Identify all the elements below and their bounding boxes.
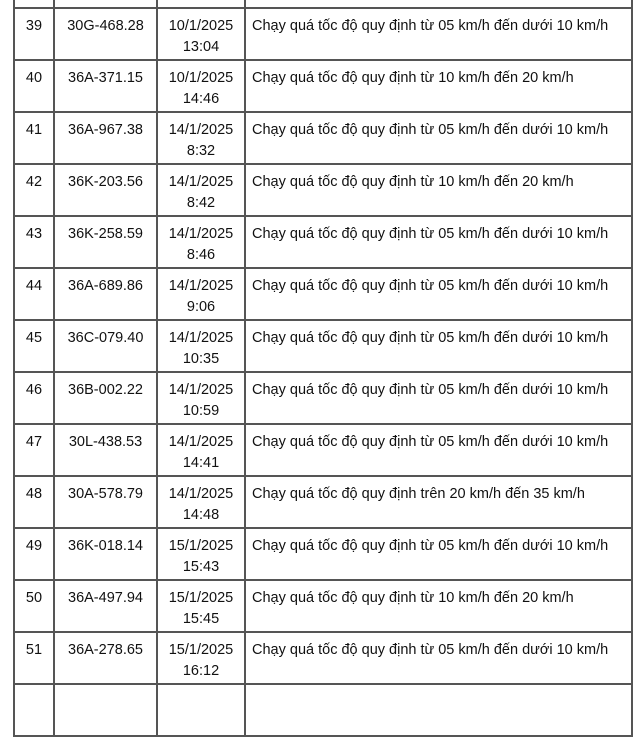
- date: 15/1/2025: [168, 642, 234, 658]
- license-plate: 36A-689.86: [54, 268, 157, 320]
- violation: Chạy quá tốc độ quy định từ 05 km/h đến dưới 10 km/h: [245, 632, 632, 684]
- date: 10/1/2025: [168, 70, 234, 86]
- violation: Chạy quá tốc độ quy định từ 10 km/h đến 20 km/h: [245, 60, 632, 112]
- violation: Chạy quá tốc độ quy định từ 10 km/h đến 20 km/h: [245, 164, 632, 216]
- time: 16:12: [182, 663, 220, 679]
- row-number: 49: [14, 528, 54, 580]
- time: 15:43: [182, 559, 220, 575]
- time: 13:04: [182, 39, 220, 55]
- time: 14:41: [182, 455, 220, 471]
- datetime: [157, 320, 245, 372]
- time: 8:46: [186, 247, 216, 263]
- violation: Chạy quá tốc độ quy định từ 05 km/h đến dưới 10 km/h: [245, 8, 632, 60]
- datetime: [157, 476, 245, 528]
- time: 14:46: [182, 91, 220, 107]
- table-row: [14, 320, 632, 372]
- date: 15/1/2025: [168, 538, 234, 554]
- datetime: [157, 372, 245, 424]
- datetime: [157, 112, 245, 164]
- time: 10:59: [182, 403, 220, 419]
- date: 14/1/2025: [168, 278, 234, 294]
- row-number: 50: [14, 580, 54, 632]
- violation: Chạy quá tốc độ quy định từ 05 km/h đến dưới 10 km/h: [245, 320, 632, 372]
- datetime: [157, 216, 245, 268]
- license-plate: 36A-278.65: [54, 632, 157, 684]
- row-number: 47: [14, 424, 54, 476]
- violation: Chạy quá tốc độ quy định trên 20 km/h đến 35 km/h: [245, 476, 632, 528]
- violations-table: [13, 0, 633, 737]
- date: 14/1/2025: [168, 434, 234, 450]
- violation: Chạy quá tốc độ quy định từ 05 km/h đến dưới 10 km/h: [245, 424, 632, 476]
- date: 14/1/2025: [168, 174, 234, 190]
- table-body: [14, 0, 632, 736]
- table-row: [14, 8, 632, 60]
- violation: Chạy quá tốc độ quy định từ 10 km/h đến 20 km/h: [245, 580, 632, 632]
- license-plate: 36A-371.15: [54, 60, 157, 112]
- table-row: [14, 632, 632, 684]
- license-plate: 36K-258.59: [54, 216, 157, 268]
- datetime: [157, 528, 245, 580]
- table-row: [14, 580, 632, 632]
- datetime: [157, 8, 245, 60]
- date: 15/1/2025: [168, 590, 234, 606]
- row-number: 40: [14, 60, 54, 112]
- violation: Chạy quá tốc độ quy định từ 05 km/h đến dưới 10 km/h: [245, 372, 632, 424]
- date: 10/1/2025: [168, 18, 234, 34]
- time: 10:35: [182, 351, 220, 367]
- license-plate: 30G-468.28: [54, 8, 157, 60]
- table-row: [14, 424, 632, 476]
- table-row: [14, 216, 632, 268]
- row-number: 51: [14, 632, 54, 684]
- license-plate: 36K-018.14: [54, 528, 157, 580]
- table-row: [14, 372, 632, 424]
- license-plate: 30A-578.79: [54, 476, 157, 528]
- datetime: [157, 632, 245, 684]
- table-row-partial-bottom: [14, 684, 632, 736]
- time: 15:45: [182, 611, 220, 627]
- license-plate: 30L-438.53: [54, 424, 157, 476]
- time: 9:06: [186, 299, 216, 315]
- row-number: 41: [14, 112, 54, 164]
- date: 14/1/2025: [168, 122, 234, 138]
- license-plate: 36K-203.56: [54, 164, 157, 216]
- row-number: 46: [14, 372, 54, 424]
- table-row-partial-top: [14, 0, 632, 8]
- time: 8:32: [186, 143, 216, 159]
- row-number: 45: [14, 320, 54, 372]
- row-number: 43: [14, 216, 54, 268]
- violation: Chạy quá tốc độ quy định từ 05 km/h đến dưới 10 km/h: [245, 528, 632, 580]
- datetime: [157, 164, 245, 216]
- table-row: [14, 476, 632, 528]
- datetime: [157, 60, 245, 112]
- table-row: [14, 112, 632, 164]
- row-number: 42: [14, 164, 54, 216]
- time: 14:48: [182, 507, 220, 523]
- table-row: [14, 60, 632, 112]
- row-number: 39: [14, 8, 54, 60]
- row-number: 48: [14, 476, 54, 528]
- violation: Chạy quá tốc độ quy định từ 05 km/h đến dưới 10 km/h: [245, 216, 632, 268]
- date: 14/1/2025: [168, 486, 234, 502]
- violation: Chạy quá tốc độ quy định từ 05 km/h đến dưới 10 km/h: [245, 268, 632, 320]
- datetime: [157, 424, 245, 476]
- table-row: [14, 528, 632, 580]
- time: 8:42: [186, 195, 216, 211]
- date: 14/1/2025: [168, 382, 234, 398]
- violation: Chạy quá tốc độ quy định từ 05 km/h đến dưới 10 km/h: [245, 112, 632, 164]
- date: 14/1/2025: [168, 226, 234, 242]
- table-row: [14, 164, 632, 216]
- date: 14/1/2025: [168, 330, 234, 346]
- license-plate: 36B-002.22: [54, 372, 157, 424]
- license-plate: 36A-967.38: [54, 112, 157, 164]
- table-row: [14, 268, 632, 320]
- datetime: [157, 580, 245, 632]
- row-number: 44: [14, 268, 54, 320]
- license-plate: 36A-497.94: [54, 580, 157, 632]
- license-plate: 36C-079.40: [54, 320, 157, 372]
- datetime: [157, 268, 245, 320]
